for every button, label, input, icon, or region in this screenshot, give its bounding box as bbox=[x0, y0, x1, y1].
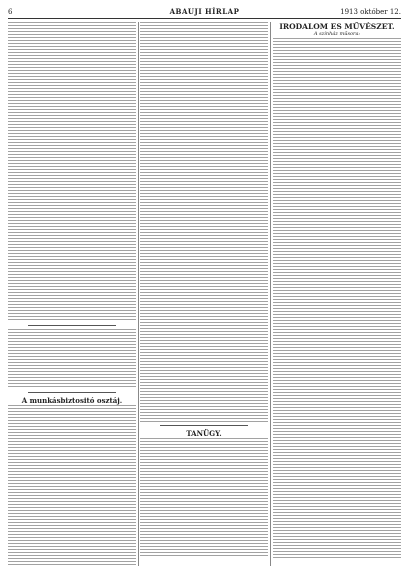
page-header bbox=[8, 6, 401, 19]
text-block bbox=[8, 22, 136, 322]
divider bbox=[28, 392, 116, 393]
text-block bbox=[8, 405, 136, 565]
text-block bbox=[140, 22, 268, 422]
column-3 bbox=[273, 22, 401, 558]
column-rule-2 bbox=[270, 22, 271, 566]
divider bbox=[160, 425, 248, 426]
column-1 bbox=[8, 22, 136, 565]
section-heading-education: TANÜGY. bbox=[186, 429, 222, 438]
column-2 bbox=[140, 22, 268, 558]
issue-date: 1913 október 12. bbox=[340, 8, 401, 16]
column-rule-1 bbox=[138, 22, 139, 566]
text-block bbox=[273, 38, 401, 558]
newspaper-page bbox=[8, 6, 401, 568]
divider bbox=[28, 325, 116, 326]
page-number: 6 bbox=[8, 8, 13, 16]
text-block bbox=[140, 438, 268, 558]
theater-program-heading: A színház műsora: bbox=[313, 31, 361, 37]
section-heading-literature: IRODALOM ES MŰVÉSZET. bbox=[279, 22, 395, 31]
article-heading-insurance: A munkásbiztositó osztáj. bbox=[21, 396, 123, 405]
newspaper-title: ABAUJI HÍRLAP bbox=[169, 7, 240, 16]
text-block bbox=[8, 329, 136, 389]
